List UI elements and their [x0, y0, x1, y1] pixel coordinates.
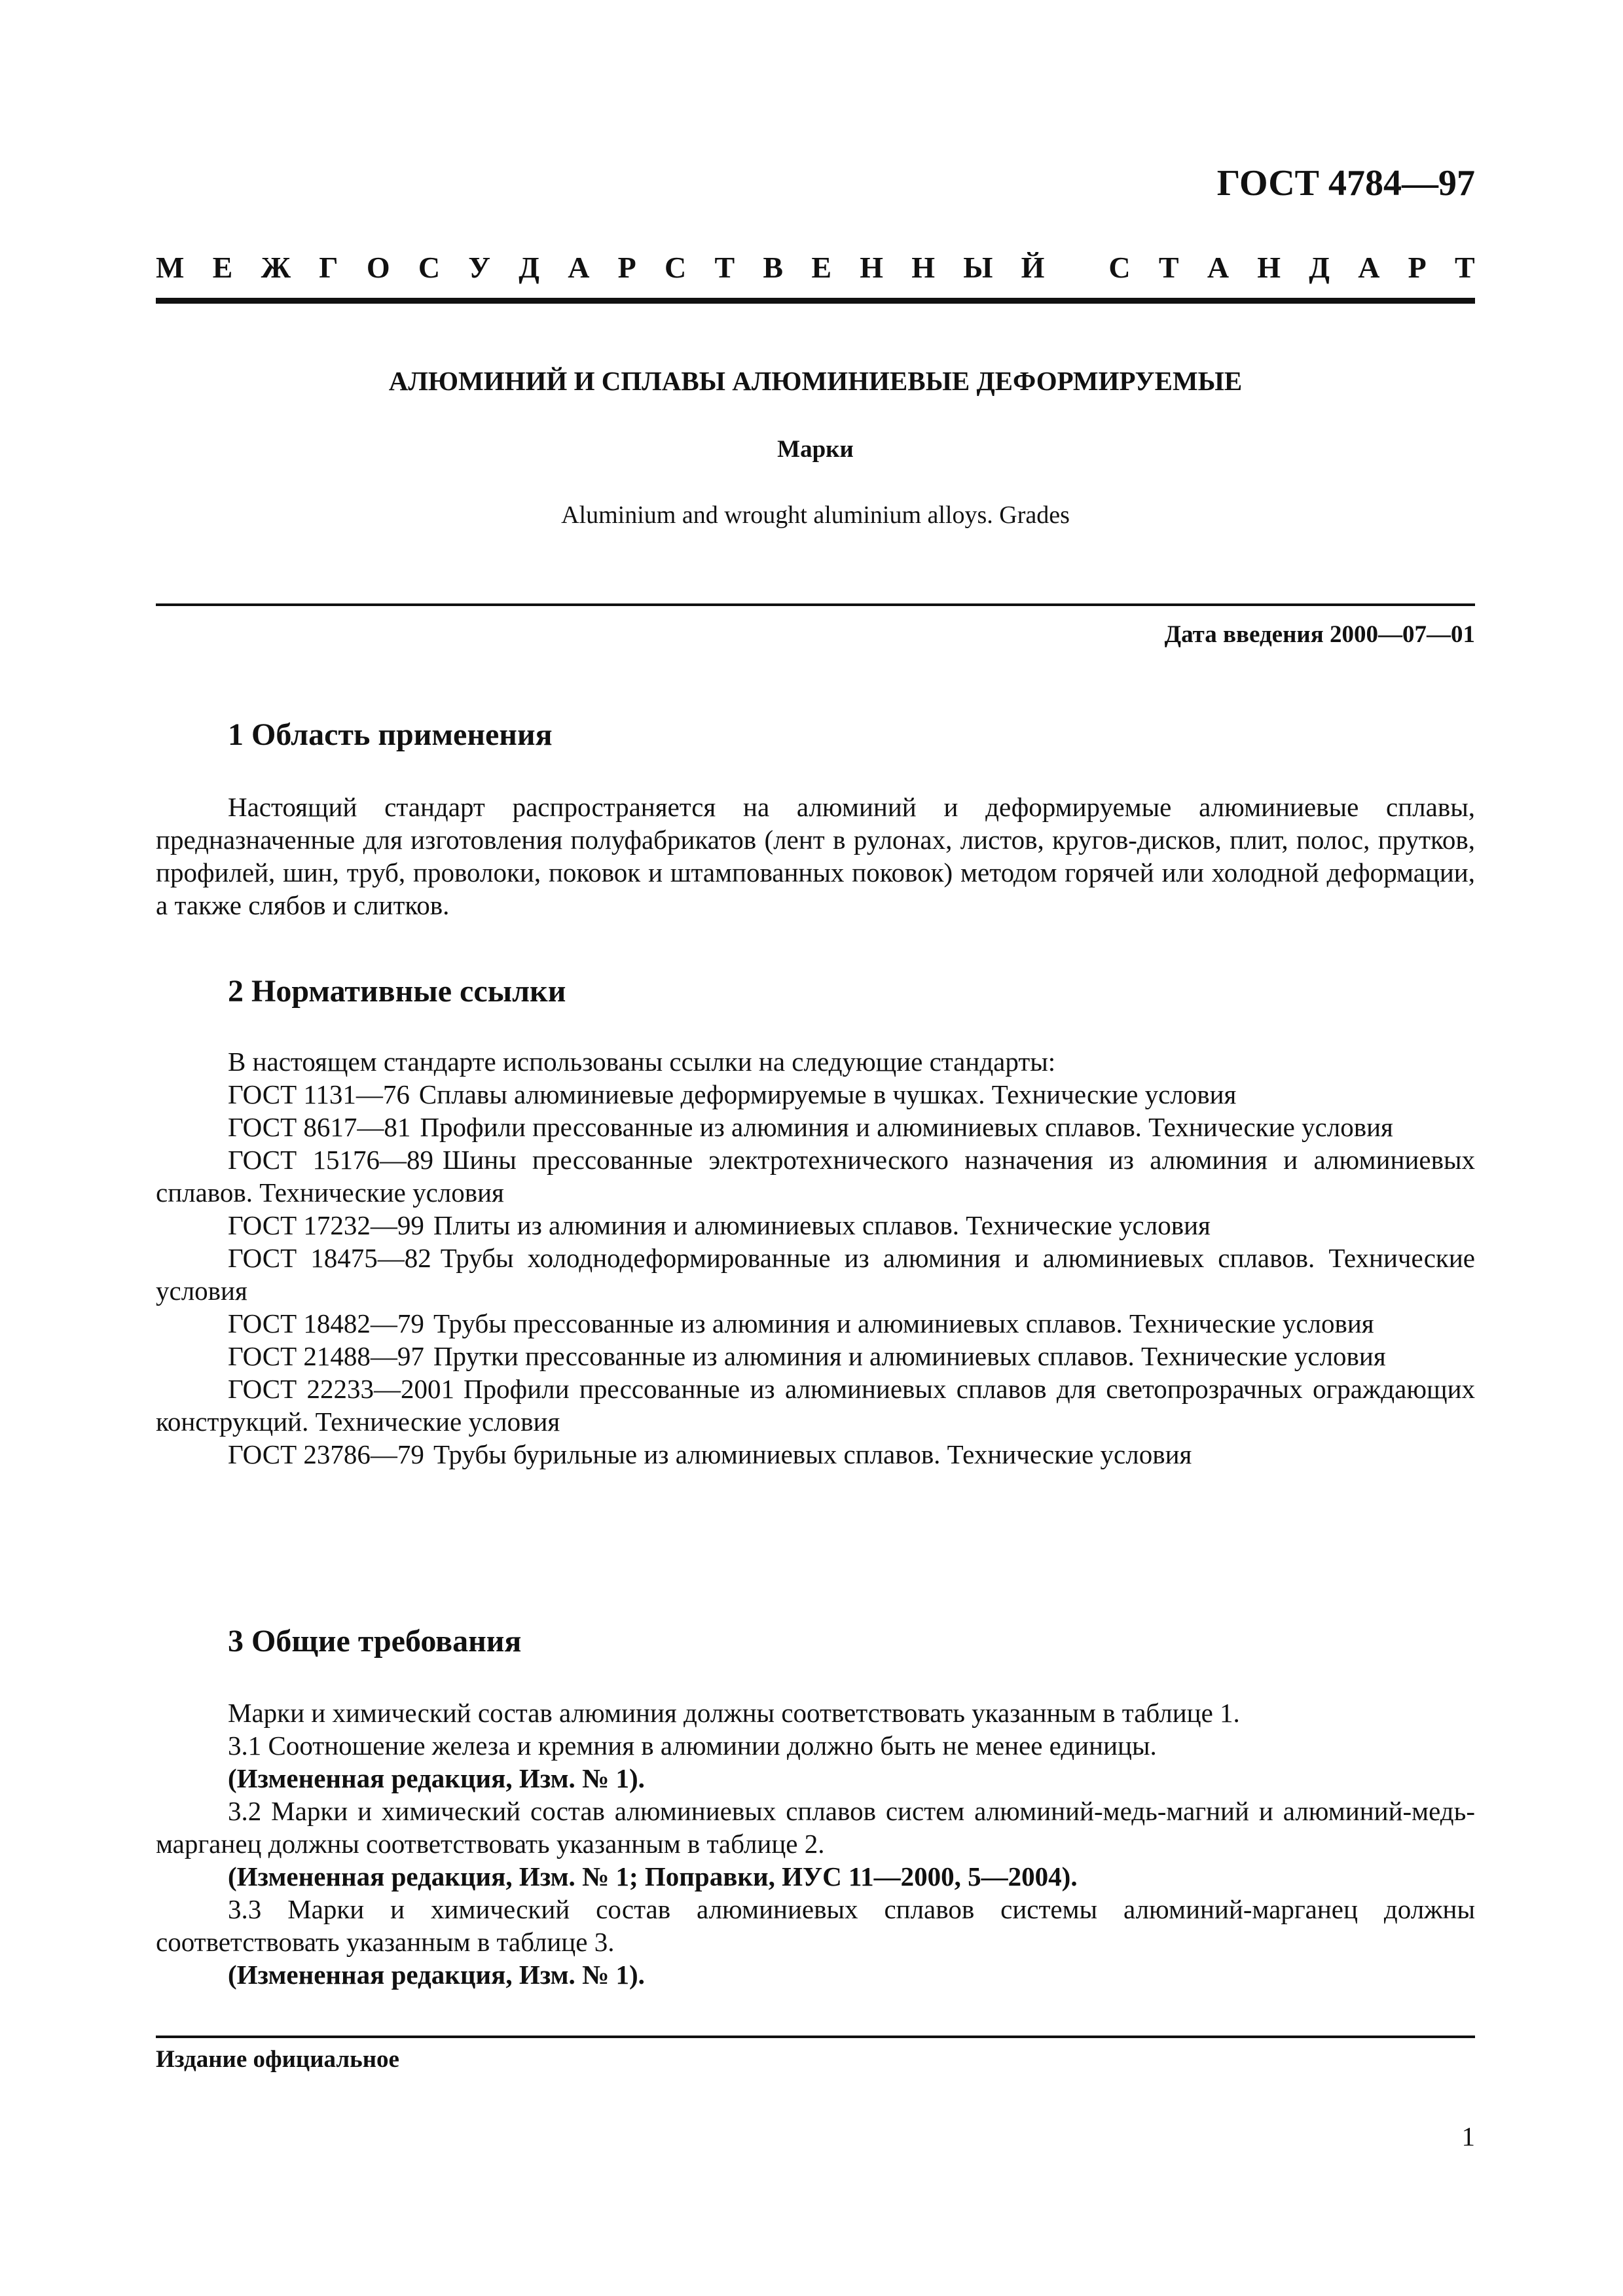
clause-3-1: 3.1 Соотношение железа и кремния в алюминии должно быть не менее единицы.	[228, 1731, 1157, 1761]
banner-letter: Е	[811, 251, 831, 284]
banner-letter: Е	[212, 251, 233, 284]
introduction-date: Дата введения 2000—07—01	[1164, 621, 1475, 648]
banner-letter: А	[568, 251, 590, 284]
banner-letter: Н	[911, 251, 936, 284]
document-title: АЛЮМИНИЙ И СПЛАВЫ АЛЮМИНИЕВЫЕ ДЕФОРМИРУЕМЫЕ	[388, 366, 1243, 396]
clause-3-2: 3.2 Марки и химический состав алюминиевых сплавов систем алюминий-медь-магний и алюминий-медь-марганец должны соответствовать указанным в таблице 2.	[156, 1796, 1475, 1859]
banner-letter: В	[763, 251, 784, 284]
title-rule	[156, 603, 1475, 606]
banner-letter: С	[665, 251, 687, 284]
banner-letter: Р	[617, 251, 636, 284]
banner-word-gap	[1073, 250, 1081, 285]
reference-item	[156, 1438, 1475, 1471]
section-3-heading: 3 Общие требования	[228, 1624, 522, 1659]
reference-item	[156, 1372, 1475, 1438]
reference-code: ГОСТ 23786—79	[228, 1439, 424, 1469]
banner-letter: С	[1108, 251, 1131, 284]
banner-letter: Г	[319, 251, 338, 284]
reference-item	[156, 1340, 1475, 1372]
reference-title: Профили прессованные из алюминия и алюминиевых сплавов. Технические условия	[420, 1112, 1393, 1142]
footer-rule	[156, 2036, 1475, 2038]
banner-letter: Т	[1158, 251, 1179, 284]
clause-3-1-amendment: (Измененная редакция, Изм. № 1).	[228, 1763, 645, 1793]
reference-code: ГОСТ 15176—89	[228, 1145, 433, 1175]
edition-label: Издание официальное	[156, 2046, 399, 2073]
section-1-paragraph: Настоящий стандарт распространяется на алюминий и деформируемые алюминиевые сплавы, предназначенные для изготовления полуфабрикатов (лент в рулонах, листов, кругов-дисков, плит, полос, прутков, профилей, шин, труб, проволоки, поковок и штампованных поковок) методом горячей или холодной деформации, а также слябов и слитков.	[156, 792, 1475, 920]
section-3-body	[156, 1696, 1475, 1991]
reference-title: Плиты из алюминия и алюминиевых сплавов. Технические условия	[433, 1210, 1211, 1240]
clause-3-3: 3.3 Марки и химический состав алюминиевых сплавов системы алюминий-марганец должны соответствовать указанным в таблице 3.	[156, 1894, 1475, 1957]
reference-title: Профили прессованные из алюминиевых сплавов для светопрозрачных ограждающих конструкций. Технические условия	[156, 1374, 1476, 1437]
clause-3-3-amendment: (Измененная редакция, Изм. № 1).	[228, 1960, 645, 1990]
clause-3-2-amendment: (Измененная редакция, Изм. № 1; Поправки, ИУС 11—2000, 5—2004).	[228, 1861, 1078, 1892]
banner-letter: О	[366, 251, 390, 284]
interstate-standard-banner	[156, 250, 1475, 285]
reference-title: Сплавы алюминиевые деформируемые в чушках. Технические условия	[418, 1079, 1237, 1109]
reference-code: ГОСТ 8617—81	[228, 1112, 411, 1142]
banner-letter: Р	[1408, 251, 1427, 284]
english-title: Aluminium and wrought aluminium alloys. Grades	[561, 501, 1070, 529]
banner-letter: А	[1207, 251, 1230, 284]
banner-letter: Т	[1455, 251, 1475, 284]
reference-item	[156, 1242, 1475, 1307]
banner-letter: Д	[1309, 251, 1330, 284]
banner-letter: М	[156, 251, 185, 284]
banner-letter: Н	[1257, 251, 1281, 284]
reference-code: ГОСТ 18482—79	[228, 1308, 424, 1338]
reference-title: Трубы прессованные из алюминия и алюминиевых сплавов. Технические условия	[433, 1308, 1374, 1338]
banner-letter: С	[418, 251, 441, 284]
reference-title: Шины прессованные электротехнического назначения из алюминия и алюминиевых сплавов. Технические условия	[156, 1145, 1475, 1208]
document-number: ГОСТ 4784—97	[1216, 163, 1475, 204]
section-2-heading: 2 Нормативные ссылки	[228, 974, 566, 1009]
banner-letter: Д	[519, 251, 539, 284]
reference-title: Прутки прессованные из алюминия и алюминиевых сплавов. Технические условия	[433, 1341, 1386, 1371]
reference-code: ГОСТ 21488—97	[228, 1341, 424, 1371]
banner-letter: Й	[1021, 251, 1045, 284]
header-rule	[156, 298, 1475, 304]
reference-title: Трубы бурильные из алюминиевых сплавов. Технические условия	[433, 1439, 1192, 1469]
section-2-body	[156, 1045, 1475, 1471]
reference-code: ГОСТ 22233—2001	[228, 1374, 455, 1404]
reference-code: ГОСТ 18475—82	[228, 1243, 431, 1273]
banner-letter: Н	[860, 251, 884, 284]
section-1-body	[156, 791, 1475, 922]
reference-item	[156, 1078, 1475, 1111]
reference-item	[156, 1111, 1475, 1143]
banner-letter: У	[468, 251, 491, 284]
references-intro: В настоящем стандарте использованы ссылки на следующие стандарты:	[228, 1047, 1056, 1077]
reference-code: ГОСТ 17232—99	[228, 1210, 424, 1240]
banner-letter: Ы	[963, 251, 993, 284]
document-subtitle: Марки	[777, 436, 854, 463]
reference-item	[156, 1143, 1475, 1209]
reference-item	[156, 1307, 1475, 1340]
banner-letter: Т	[714, 251, 735, 284]
reference-code: ГОСТ 1131—76	[228, 1079, 410, 1109]
references-list	[156, 1078, 1475, 1471]
section-1-heading: 1 Область применения	[228, 717, 553, 752]
banner-letter: Ж	[261, 251, 291, 284]
reference-title: Трубы холоднодеформированные из алюминия и алюминиевых сплавов. Технические условия	[156, 1243, 1475, 1306]
section-3-paragraph-intro: Марки и химический состав алюминия должны соответствовать указанным в таблице 1.	[228, 1698, 1240, 1728]
banner-letter: А	[1358, 251, 1380, 284]
page-number: 1	[1461, 2121, 1475, 2151]
reference-item	[156, 1209, 1475, 1242]
